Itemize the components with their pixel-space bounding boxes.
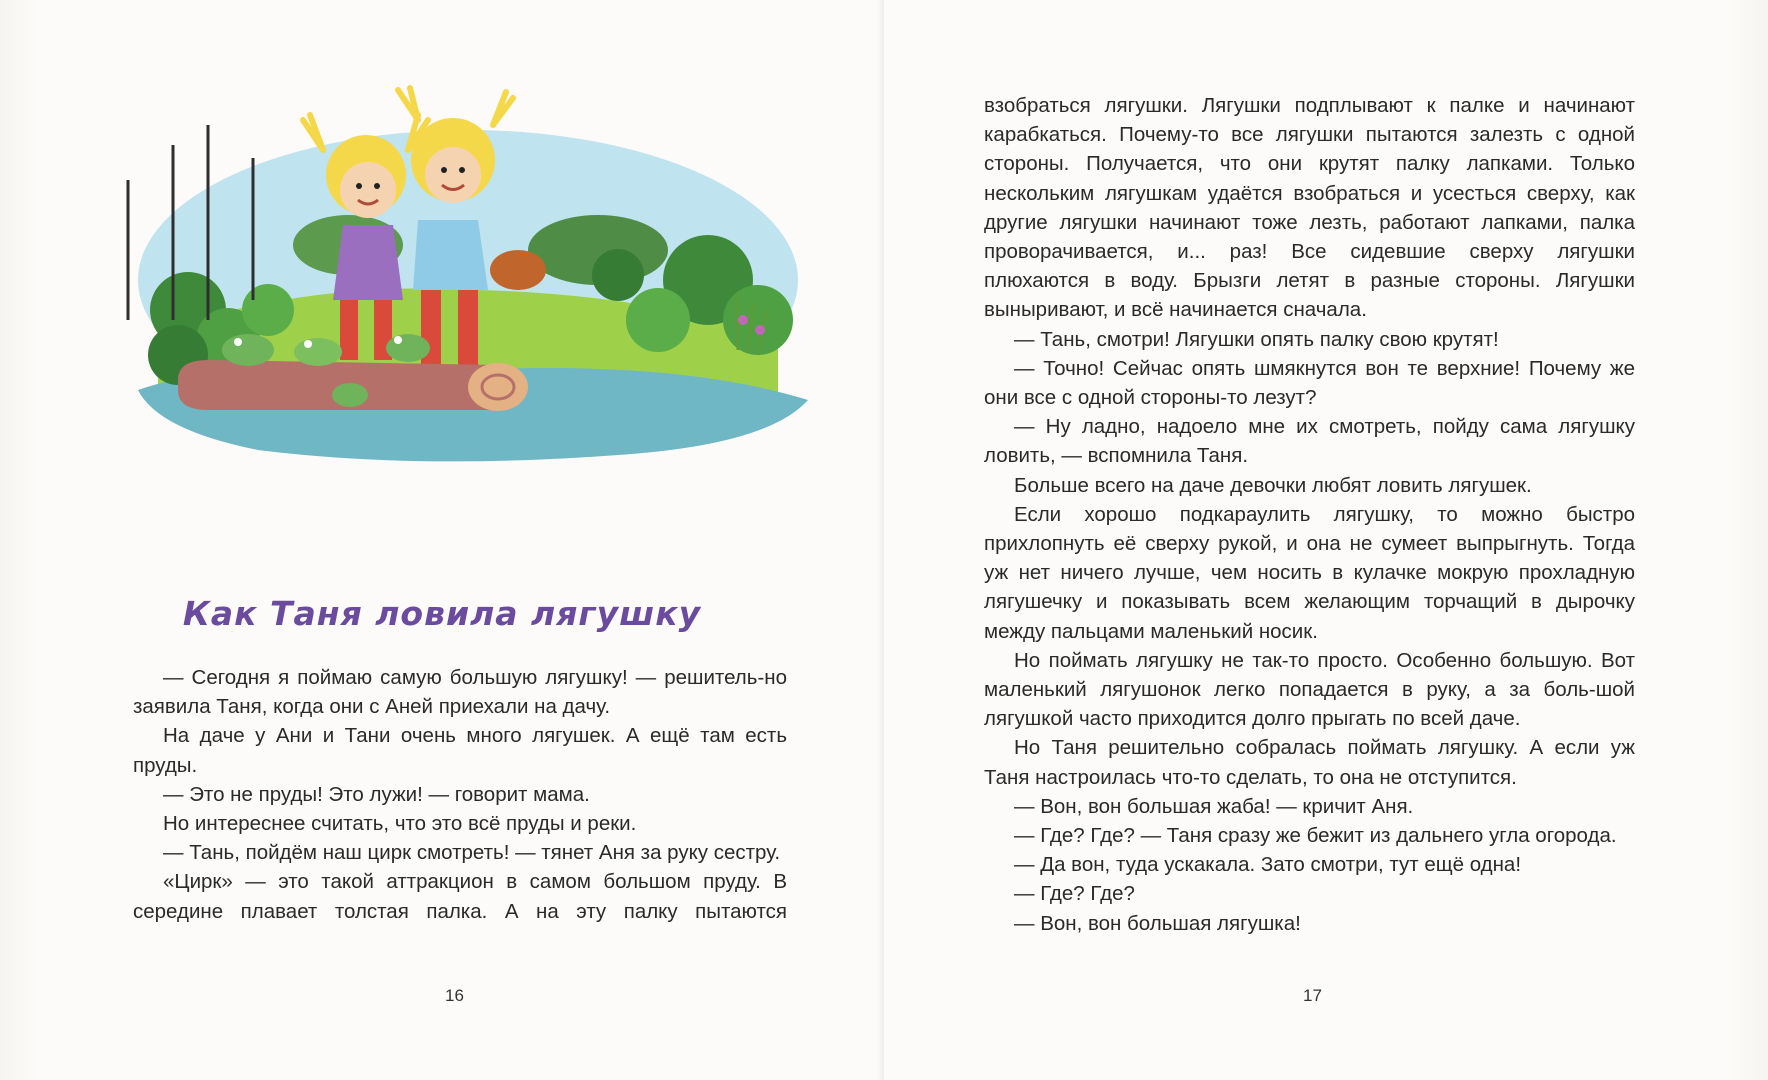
paragraph: «Цирк» — это такой аттракцион в самом большом пруду. В середине плавает толстая палка. А на эту палку пытаются	[133, 870, 787, 923]
paragraph: — Сегодня я поймаю самую большую лягушку! — решитель-но заявила Таня, когда они с Аней приехали на дачу.	[133, 666, 787, 719]
right-page	[884, 0, 1768, 1080]
page-number-right: 17	[1303, 986, 1322, 1005]
paragraph: — Где? Где? — Таня сразу же бежит из дальнего угла огорода.	[1014, 824, 1617, 848]
paragraph: На даче у Ани и Тани очень много лягушек. А ещё там есть пруды.	[133, 724, 787, 777]
paragraph: — Вон, вон большая лягушка!	[1014, 911, 1301, 935]
paragraph: Больше всего на даче девочки любят ловить лягушек.	[1014, 473, 1532, 497]
paragraph: Если хорошо подкараулить лягушку, то можно быстро прихлопнуть её сверху рукой, и она не сумеет выпрыгнуть. Тогда уж нет ничего лучше, чем носить в кулачке мокрую прохладную лягушечку и показывать всем желающим торчащий в дырочку между пальцами маленький носик.	[984, 502, 1635, 643]
paragraph: Но Таня решительно собралась поймать лягушку. А если уж Таня настроилась что-то сделать, то она не отступится.	[984, 736, 1635, 789]
paragraph: — Тань, смотри! Лягушки опять палку свою крутят!	[1014, 327, 1499, 351]
left-page-text	[133, 663, 787, 926]
paragraph: Но поймать лягушку не так-то просто. Особенно большую. Вот маленький лягушонок легко попадается в руку, а за боль-шой лягушкой часто приходится долго прыгать по всей даче.	[984, 648, 1635, 731]
story-title: Как Таня ловила лягушку	[182, 594, 702, 633]
paragraph: взобраться лягушки. Лягушки подплывают к палке и начинают карабкаться. Почему-то все лягушки пытаются залезть с одной стороны. Получается, что они крутят палку лапками. Только нескольким лягушкам удаётся взобраться и усесться сверху, как другие лягушки начинают тоже лезть, работают лапками, палка проворачивается, и... раз! Все сидевшие сверху лягушки плюхаются в воду. Брызги летят в разные стороны. Лягушки выныривают, и всё начинается сначала.	[984, 94, 1635, 322]
paragraph: — Где? Где?	[1014, 882, 1135, 906]
paragraph: — Ну ладно, надоело мне их смотреть, пойду сама лягушку ловить, — вспомнила Таня.	[984, 415, 1635, 468]
page-number-left: 16	[445, 986, 464, 1005]
paragraph: Но интереснее считать, что это всё пруды и реки.	[163, 812, 637, 836]
paragraph: — Это не пруды! Это лужи! — говорит мама.	[163, 782, 590, 806]
paragraph: — Тань, пойдём наш цирк смотреть! — тянет Аня за руку сестру.	[163, 841, 781, 865]
paragraph: — Вон, вон большая жаба! — кричит Аня.	[1014, 794, 1414, 818]
paragraph: — Точно! Сейчас опять шмякнутся вон те верхние! Почему же они все с одной стороны-то лезут?	[984, 356, 1635, 410]
right-page-text	[984, 91, 1635, 938]
paragraph: — Да вон, туда ускакала. Зато смотри, тут ещё одна!	[1014, 853, 1522, 877]
illustration-girls-frogs	[118, 80, 818, 520]
